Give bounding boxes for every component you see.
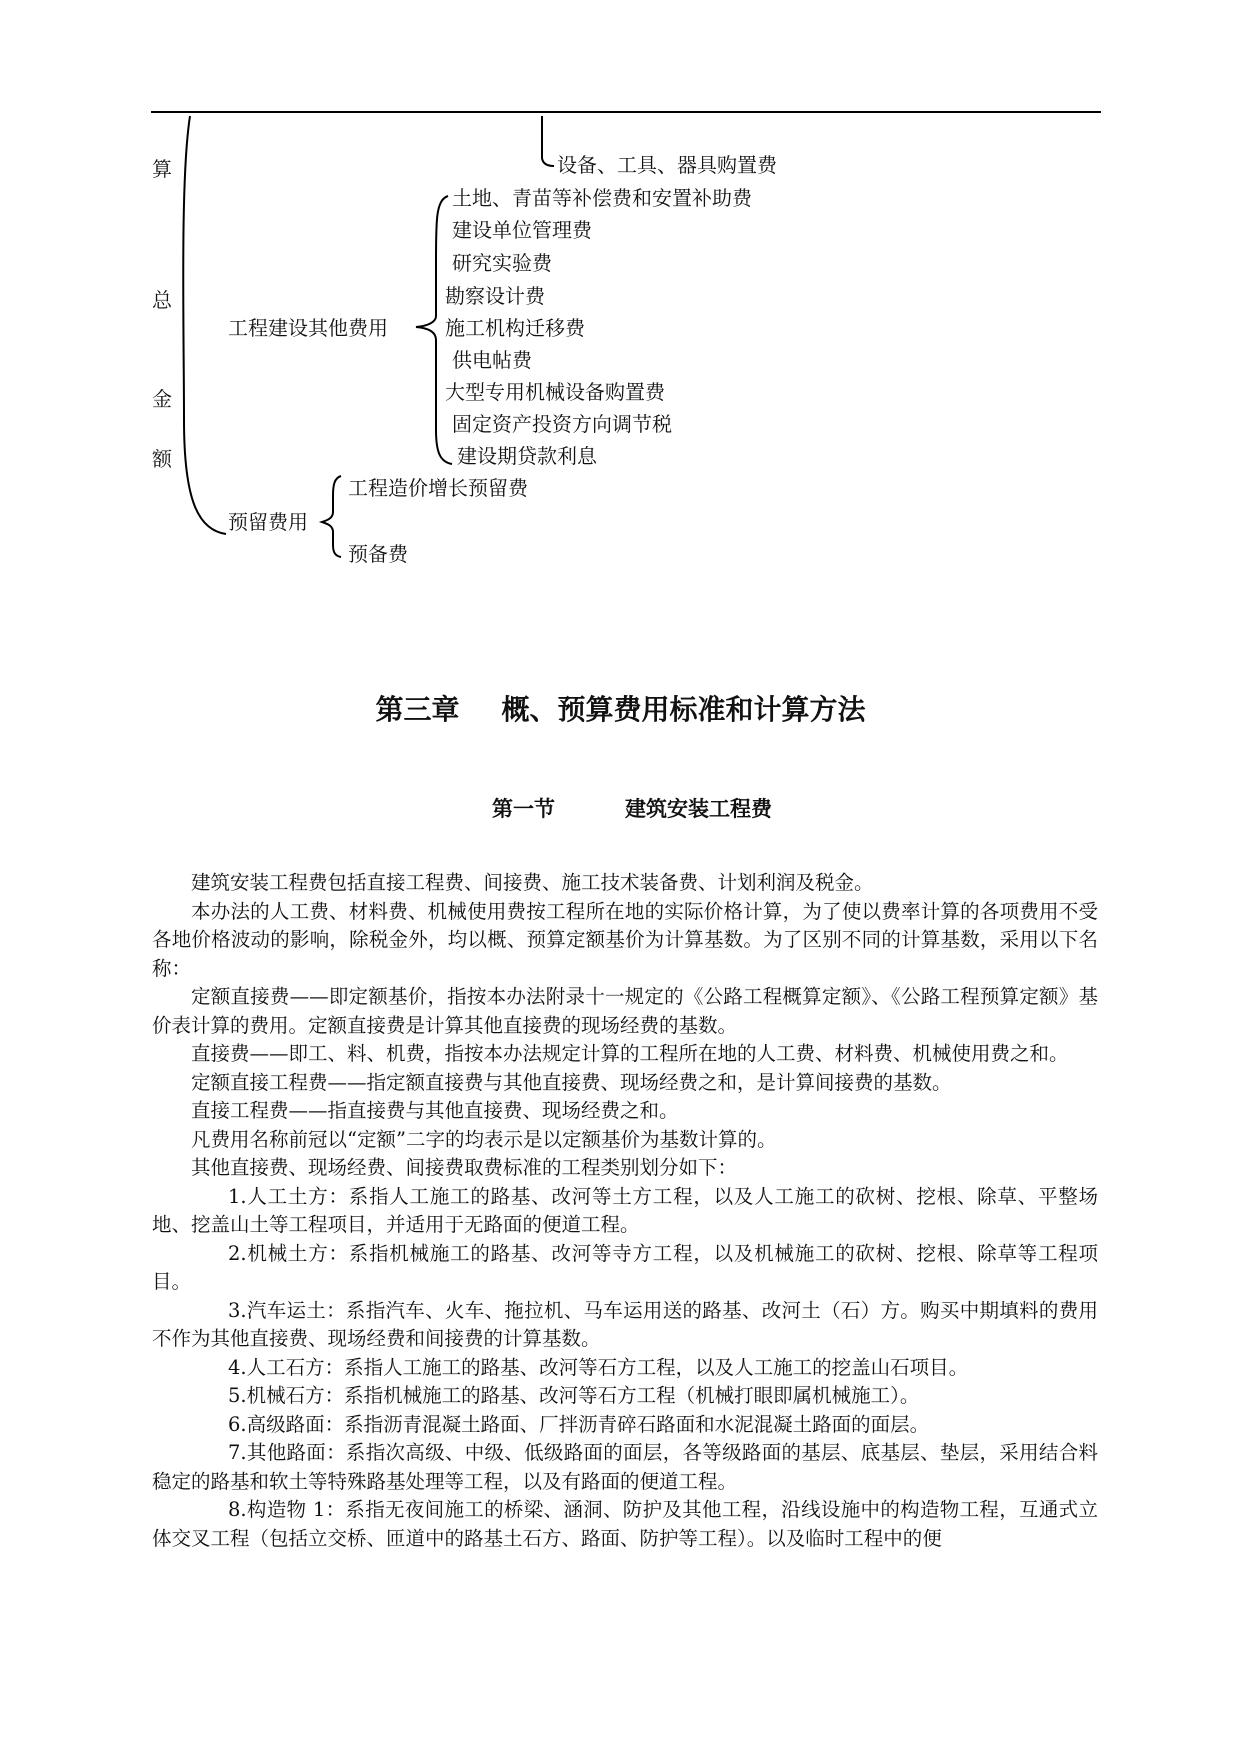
- main-brace: [183, 116, 226, 534]
- paragraph: 直接工程费——指直接费与其他直接费、现场经费之和。: [191, 1099, 679, 1122]
- left-char-zong: 总: [152, 288, 172, 312]
- chapter-number: 第三章: [375, 693, 460, 726]
- paragraph: 定额直接工程费——指定额直接费与其他直接费、现场经费之和，是计算间接费的基数。: [191, 1070, 952, 1094]
- other-fee-item: 固定资产投资方向调节税: [452, 412, 672, 436]
- paragraph: 其他直接费、现场经费、间接费取费标准的工程类别划分如下：: [191, 1156, 738, 1179]
- other-fee-item: 土地、青苗等补偿费和安置补助费: [452, 186, 752, 210]
- left-char-jin: 金: [152, 387, 172, 411]
- other-fee-item: 供电帖费: [452, 348, 532, 372]
- other-fee-item: 大型专用机械设备购置费: [445, 380, 665, 404]
- reserve-item: 预备费: [348, 542, 408, 566]
- paragraph: 直接费——即工、料、机费，指按本办法规定计算的工程所在地的人工费、材料费、机械使用费之和。: [191, 1042, 1069, 1065]
- other-fee-item: 施工机构迁移费: [445, 316, 585, 340]
- category-item: 5.机械石方：系指机械施工的路基、改河等石方工程（机械打眼即属机械施工）。: [228, 1384, 920, 1407]
- category-item: 2.机械土方：系指机械施工的路基、改河等寺方工程，以及机械施工的砍树、挖根、除草等工程项目。: [152, 1241, 1098, 1293]
- section-title: 建筑安装工程费: [625, 796, 772, 821]
- paragraph: 本办法的人工费、材料费、机械使用费按工程所在地的实际价格计算，为了使以费率计算的各项费用不受各地价格波动的影响，除税金外，均以概、预算定额基价为计算基数。为了区别不同的计算基数，采用以下名称：: [152, 899, 1098, 980]
- paragraph: 定额直接费——即定额基价，指按本办法附录十一规定的《公路工程概算定额》、《公路工程预算定额》基价表计算的费用。定额直接费是计算其他直接费的现场经费的基数。: [152, 985, 1098, 1037]
- reserve-group-brace: [322, 476, 341, 557]
- left-char-suan: 算: [152, 157, 172, 181]
- chapter-heading: [0, 688, 1241, 728]
- other-fee-item: 勘察设计费: [445, 284, 545, 308]
- cost-tree-lines: [0, 0, 1241, 600]
- group-label-reserve: 预留费用: [228, 510, 308, 534]
- other-fee-item: 建设期贷款利息: [457, 444, 597, 468]
- body-text: [152, 869, 1098, 1553]
- reserve-item: 工程造价增长预留费: [348, 476, 528, 500]
- category-item: 3.汽车运土：系指汽车、火车、拖拉机、马车运用送的路基、改河土（石）方。购买中期填料的费用不作为其他直接费、现场经费和间接费的计算基数。: [152, 1298, 1098, 1350]
- category-item: 6.高级路面：系指沥青混凝土路面、厂拌沥青碎石路面和水泥混凝土路面的面层。: [228, 1412, 930, 1436]
- top-item-hook: [542, 116, 554, 166]
- chapter-title: 概、预算费用标准和计算方法: [501, 693, 866, 726]
- paragraph: 凡费用名称前冠以“定额”二字的均表示是以定额基价为基数计算的。: [191, 1127, 777, 1151]
- other-fee-item: 建设单位管理费: [452, 218, 592, 242]
- category-item: 1.人工土方：系指人工施工的路基、改河等土方工程，以及人工施工的砍树、挖根、除草、平整场地、挖盖山土等工程项目，并适用于无路面的便道工程。: [152, 1184, 1098, 1236]
- tree-item-equipment: 设备、工具、器具购置费: [557, 153, 777, 177]
- section-number: 第一节: [492, 796, 555, 821]
- other-fee-item: 研究实验费: [452, 251, 552, 275]
- left-char-e: 额: [152, 447, 172, 471]
- section-heading: [492, 793, 772, 823]
- category-item: 4.人工石方：系指人工施工的路基、改河等石方工程，以及人工施工的挖盖山石项目。: [228, 1355, 969, 1379]
- category-item: 8.构造物 1：系指无夜间施工的桥梁、涵洞、防护及其他工程，沿线设施中的构造物工程，互通式立体交叉工程（包括立交桥、匝道中的路基土石方、路面、防护等工程）。以及临时工程中的便: [152, 1498, 1098, 1550]
- group-label-other-fees: 工程建设其他费用: [228, 316, 388, 340]
- category-item: 7.其他路面：系指次高级、中级、低级路面的面层，各等级路面的基层、底基层、垫层，采用结合料稳定的路基和软土等特殊路基处理等工程，以及有路面的便道工程。: [152, 1441, 1098, 1493]
- paragraph: 建筑安装工程费包括直接工程费、间接费、施工技术装备费、计划利润及税金。: [191, 871, 874, 894]
